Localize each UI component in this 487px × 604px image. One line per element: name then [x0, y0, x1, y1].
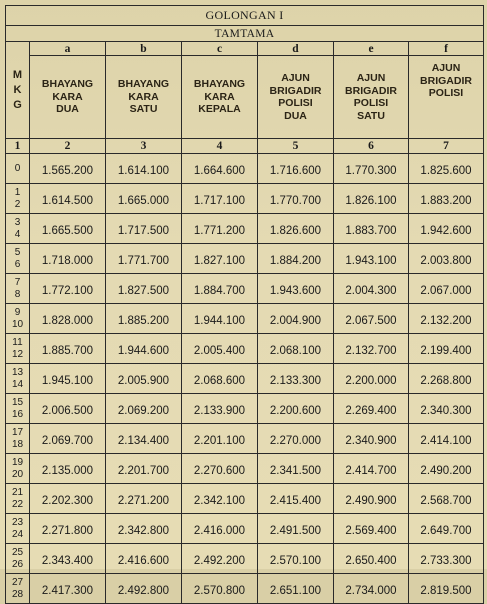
salary-value-cell: 1.944.600	[106, 334, 182, 364]
salary-value-cell: 2.067.500	[334, 304, 409, 334]
salary-value-cell: 2.003.800	[409, 244, 484, 274]
salary-value-cell: 1.614.500	[30, 184, 106, 214]
column-number: 1	[6, 139, 30, 154]
salary-value-cell: 2.649.700	[409, 514, 484, 544]
salary-value-cell: 2.343.400	[30, 544, 106, 574]
salary-value-cell: 1.945.100	[30, 364, 106, 394]
table-row	[6, 454, 484, 484]
salary-value-cell: 2.569.400	[334, 514, 409, 544]
table-row	[6, 214, 484, 244]
column-number: 3	[106, 139, 182, 154]
salary-value-cell: 2.199.400	[409, 334, 484, 364]
salary-value-cell: 2.268.800	[409, 364, 484, 394]
column-letter: d	[258, 42, 334, 56]
salary-value-cell: 2.570.100	[258, 544, 334, 574]
salary-value-cell: 1.883.700	[334, 214, 409, 244]
mkg-cell: 25 26	[6, 544, 30, 574]
salary-value-cell: 1.826.600	[258, 214, 334, 244]
salary-value-cell: 1.565.200	[30, 154, 106, 184]
mkg-cell: 0	[6, 154, 30, 184]
salary-value-cell: 1.717.500	[106, 214, 182, 244]
salary-value-cell: 2.819.500	[409, 574, 484, 604]
mkg-cell: 11 12	[6, 334, 30, 364]
salary-value-cell: 1.827.500	[106, 274, 182, 304]
column-number: 4	[182, 139, 258, 154]
mkg-cell: 21 22	[6, 484, 30, 514]
salary-value-cell: 2.490.200	[409, 454, 484, 484]
column-number: 5	[258, 139, 334, 154]
salary-value-cell: 2.416.600	[106, 544, 182, 574]
salary-value-cell: 1.885.700	[30, 334, 106, 364]
rank-header: BHAYANG KARA KEPALA	[182, 56, 258, 139]
mkg-header: M K G	[6, 42, 30, 139]
table-row	[6, 424, 484, 454]
salary-value-cell: 1.772.100	[30, 274, 106, 304]
column-number: 6	[334, 139, 409, 154]
salary-value-cell: 2.416.000	[182, 514, 258, 544]
salary-value-cell: 2.271.200	[106, 484, 182, 514]
column-letter: a	[30, 42, 106, 56]
salary-value-cell: 2.004.300	[334, 274, 409, 304]
salary-value-cell: 2.490.900	[334, 484, 409, 514]
table-row	[6, 334, 484, 364]
salary-value-cell: 2.202.300	[30, 484, 106, 514]
salary-value-cell: 2.270.600	[182, 454, 258, 484]
column-number: 2	[30, 139, 106, 154]
salary-value-cell: 2.201.700	[106, 454, 182, 484]
salary-value-cell: 2.734.000	[334, 574, 409, 604]
salary-value-cell: 2.570.800	[182, 574, 258, 604]
salary-value-cell: 2.342.100	[182, 484, 258, 514]
salary-value-cell: 2.651.100	[258, 574, 334, 604]
table-title: GOLONGAN I	[6, 6, 484, 26]
mkg-cell: 13 14	[6, 364, 30, 394]
salary-value-cell: 2.491.500	[258, 514, 334, 544]
table-row	[6, 154, 484, 184]
salary-value-cell: 2.005.400	[182, 334, 258, 364]
salary-value-cell: 1.884.700	[182, 274, 258, 304]
salary-value-cell: 2.069.700	[30, 424, 106, 454]
salary-value-cell: 2.200.600	[258, 394, 334, 424]
salary-value-cell: 1.944.100	[182, 304, 258, 334]
salary-value-cell: 1.884.200	[258, 244, 334, 274]
salary-value-cell: 1.771.200	[182, 214, 258, 244]
salary-value-cell: 2.132.700	[334, 334, 409, 364]
rank-header: AJUN BRIGADIR POLISI DUA	[258, 56, 334, 139]
table-row	[6, 274, 484, 304]
salary-value-cell: 1.942.600	[409, 214, 484, 244]
salary-value-cell: 2.133.300	[258, 364, 334, 394]
table-row	[6, 574, 484, 604]
salary-value-cell: 2.201.100	[182, 424, 258, 454]
salary-table	[5, 5, 484, 604]
salary-value-cell: 2.067.000	[409, 274, 484, 304]
table-row	[6, 484, 484, 514]
salary-value-cell: 2.342.800	[106, 514, 182, 544]
table-row	[6, 304, 484, 334]
salary-value-cell: 2.135.000	[30, 454, 106, 484]
mkg-cell: 19 20	[6, 454, 30, 484]
mkg-cell: 27 28	[6, 574, 30, 604]
salary-value-cell: 1.883.200	[409, 184, 484, 214]
salary-value-cell: 1.943.100	[334, 244, 409, 274]
column-letter: e	[334, 42, 409, 56]
salary-value-cell: 2.492.800	[106, 574, 182, 604]
mkg-cell: 23 24	[6, 514, 30, 544]
salary-value-cell: 2.650.400	[334, 544, 409, 574]
table-row	[6, 514, 484, 544]
salary-value-cell: 2.005.900	[106, 364, 182, 394]
column-letters-row	[6, 42, 484, 56]
salary-value-cell: 2.568.700	[409, 484, 484, 514]
table-row	[6, 364, 484, 394]
salary-value-cell: 2.134.400	[106, 424, 182, 454]
rank-header: AJUN BRIGADIR POLISI SATU	[334, 56, 409, 139]
salary-value-cell: 1.664.600	[182, 154, 258, 184]
mkg-cell: 3 4	[6, 214, 30, 244]
salary-value-cell: 1.827.100	[182, 244, 258, 274]
salary-value-cell: 2.068.100	[258, 334, 334, 364]
salary-value-cell: 1.770.700	[258, 184, 334, 214]
mkg-cell: 17 18	[6, 424, 30, 454]
salary-value-cell: 1.885.200	[106, 304, 182, 334]
salary-value-cell: 1.718.000	[30, 244, 106, 274]
table-row	[6, 184, 484, 214]
column-number: 7	[409, 139, 484, 154]
salary-value-cell: 2.733.300	[409, 544, 484, 574]
salary-value-cell: 1.717.100	[182, 184, 258, 214]
salary-value-cell: 2.417.300	[30, 574, 106, 604]
salary-value-cell: 2.492.200	[182, 544, 258, 574]
salary-value-cell: 2.415.400	[258, 484, 334, 514]
salary-value-cell: 2.271.800	[30, 514, 106, 544]
salary-value-cell: 1.771.700	[106, 244, 182, 274]
salary-value-cell: 2.004.900	[258, 304, 334, 334]
rank-header-row	[6, 56, 484, 139]
table-row	[6, 244, 484, 274]
column-numbers-row	[6, 139, 484, 154]
table-body	[6, 154, 484, 604]
salary-value-cell: 2.340.300	[409, 394, 484, 424]
salary-value-cell: 1.825.600	[409, 154, 484, 184]
salary-value-cell: 2.341.500	[258, 454, 334, 484]
salary-value-cell: 2.133.900	[182, 394, 258, 424]
salary-value-cell: 2.270.000	[258, 424, 334, 454]
salary-value-cell: 2.414.700	[334, 454, 409, 484]
table-subtitle: TAMTAMA	[6, 26, 484, 42]
salary-value-cell: 2.340.900	[334, 424, 409, 454]
salary-value-cell: 2.414.100	[409, 424, 484, 454]
salary-value-cell: 1.665.500	[30, 214, 106, 244]
salary-value-cell: 1.665.000	[106, 184, 182, 214]
salary-value-cell: 1.826.100	[334, 184, 409, 214]
column-letter: c	[182, 42, 258, 56]
column-letter: b	[106, 42, 182, 56]
salary-value-cell: 2.269.400	[334, 394, 409, 424]
salary-value-cell: 2.068.600	[182, 364, 258, 394]
rank-header: BHAYANG KARA SATU	[106, 56, 182, 139]
salary-value-cell: 2.006.500	[30, 394, 106, 424]
salary-value-cell: 1.770.300	[334, 154, 409, 184]
salary-value-cell: 2.132.200	[409, 304, 484, 334]
mkg-cell: 9 10	[6, 304, 30, 334]
rank-header: AJUN BRIGADIR POLISI	[409, 56, 484, 139]
salary-value-cell: 1.828.000	[30, 304, 106, 334]
salary-value-cell: 1.716.600	[258, 154, 334, 184]
salary-value-cell: 2.200.000	[334, 364, 409, 394]
table-row	[6, 544, 484, 574]
table-row	[6, 394, 484, 424]
column-letter: f	[409, 42, 484, 56]
mkg-cell: 1 2	[6, 184, 30, 214]
salary-value-cell: 2.069.200	[106, 394, 182, 424]
rank-header: BHAYANG KARA DUA	[30, 56, 106, 139]
mkg-cell: 15 16	[6, 394, 30, 424]
salary-value-cell: 1.614.100	[106, 154, 182, 184]
mkg-cell: 7 8	[6, 274, 30, 304]
salary-value-cell: 1.943.600	[258, 274, 334, 304]
mkg-cell: 5 6	[6, 244, 30, 274]
